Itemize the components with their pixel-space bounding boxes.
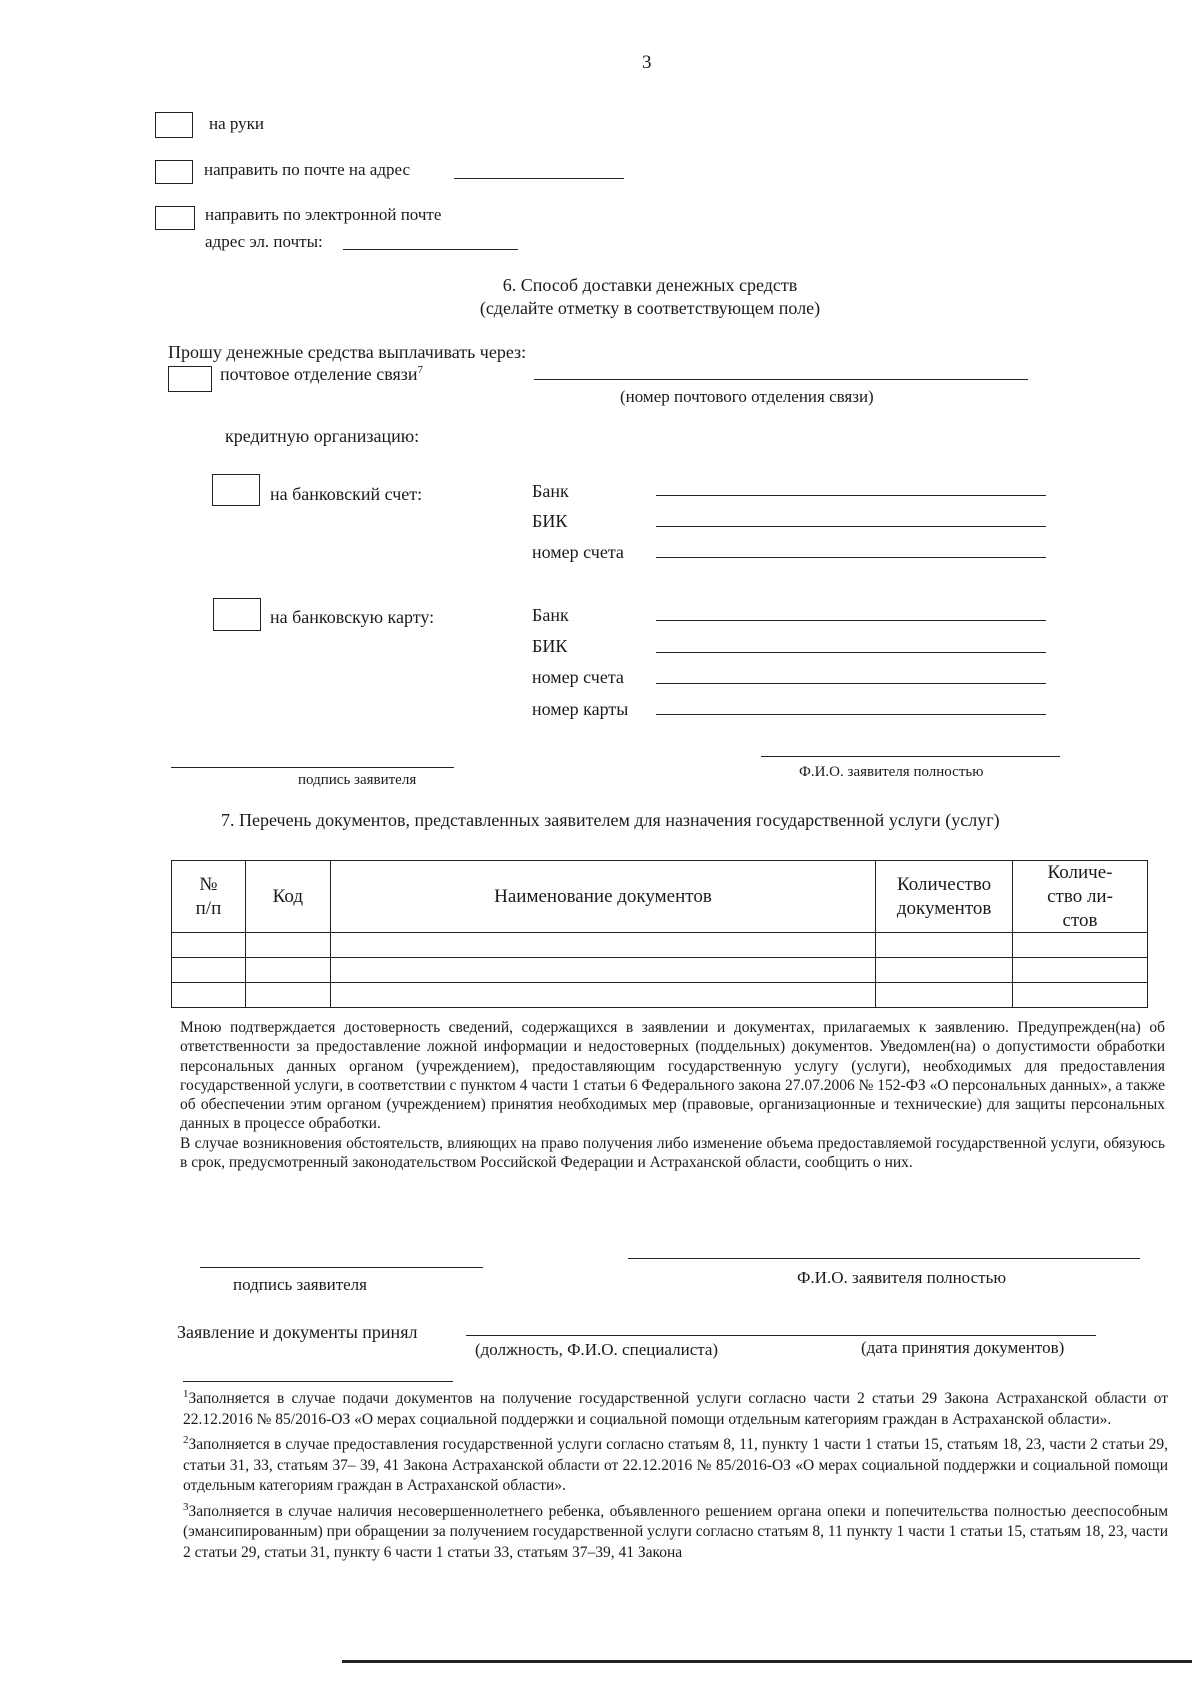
col-number-header: № п/п <box>172 861 246 933</box>
bank-card-number-field[interactable] <box>656 714 1046 715</box>
table-row[interactable] <box>172 958 1148 983</box>
post-delivery-label: направить по почте на адрес <box>204 160 411 179</box>
email-address-label: адрес эл. почты: <box>205 232 323 251</box>
email-delivery-label: направить по электронной почте <box>205 205 442 224</box>
bank-card-number-label: номер карты <box>532 699 629 719</box>
post-office-caption: (номер почтового отделения связи) <box>620 387 874 406</box>
email-address-field[interactable] <box>343 249 518 250</box>
email-delivery-checkbox[interactable] <box>155 206 195 230</box>
footnote-separator <box>183 1381 453 1382</box>
hand-delivery-label: на руки <box>209 114 265 133</box>
signature-line-2[interactable] <box>200 1267 483 1268</box>
bottom-rule <box>342 1660 1192 1663</box>
footnotes <box>183 1384 1168 1563</box>
col-name-header: Наименование документов <box>330 861 875 933</box>
footnote-2: $^2$Заполняется в случае предоставления государственной услуги согласно статьям 8, 11, пункту 1 части 1 статьи 15, статьям 18, 23, части 2 статьи 29, статьи 31, 33, статьям 37– 39, 41 Закона Астраханской области от 22.12.2016 № 85/2016-ОЗ «О мерах социальной поддержки и социальной помощи отдельным категориям граждан в Астраханской области». <box>183 1434 1168 1495</box>
section6-intro: Прошу денежные средства выплачивать через: <box>168 342 527 362</box>
fio-line[interactable] <box>761 756 1060 757</box>
footnote-3: $^3$Заполняется в случае наличия несовершеннолетнего ребенка, объявленного решением органа опеки и попечительства полностью дееспособным (эмансипированным) при обращении за получением государственной услуги согласно статьям 8, 11 пункту 1 части 1 статьи 15, статьям 18, 23, части 2 статьи 29, статьи 31, пункту 6 части 1 статьи 33, статьям 37–39, 41 Закона <box>183 1500 1168 1561</box>
table-cell[interactable] <box>330 983 875 1008</box>
bank-card-bank-field[interactable] <box>656 620 1046 621</box>
documents-table <box>171 860 1148 1008</box>
declaration-paragraph-2: В случае возникновения обстоятельств, влияющих на право получения либо изменение объема предоставляемой государственной услуги, обязуюсь в срок, предусмотренный законодательством Российской Федерации и Астраханской области, сообщить о них. <box>180 1134 1165 1172</box>
section6-subtitle: (сделайте отметку в соответствующем поле) <box>479 298 821 318</box>
table-cell[interactable] <box>245 933 330 958</box>
table-header-row <box>172 861 1148 933</box>
section6-title: 6. Способ доставки денежных средств <box>502 275 798 295</box>
bank-card-label: на банковскую карту: <box>270 607 435 627</box>
table-cell[interactable] <box>245 983 330 1008</box>
bank-card-bank-label: Банк <box>532 605 569 625</box>
date-caption: (дата принятия документов) <box>861 1338 1065 1357</box>
signature-label-2: подпись заявителя <box>233 1275 367 1294</box>
bank-card-bik-field[interactable] <box>656 652 1046 653</box>
bank-account-bik-label: БИК <box>532 511 568 531</box>
post-office-checkbox[interactable] <box>168 366 212 392</box>
table-cell[interactable] <box>876 958 1013 983</box>
hand-delivery-checkbox[interactable] <box>155 112 193 138</box>
footnote-1: $^1$Заполняется в случае подачи документов на получение государственной услуги согласно части 2 статьи 29 Закона Астраханской области от 22.12.2016 № 85/2016-ОЗ «О мерах социальной поддержки и социальной помощи отдельным категориям граждан в Астраханской области». <box>183 1388 1168 1428</box>
table-cell[interactable] <box>330 933 875 958</box>
fio-label: Ф.И.О. заявителя полностью <box>799 764 984 780</box>
table-row[interactable] <box>172 933 1148 958</box>
table-row[interactable] <box>172 983 1148 1008</box>
bank-account-bank-label: Банк <box>532 481 569 501</box>
table-cell[interactable] <box>172 933 246 958</box>
col-code-header: Код <box>245 861 330 933</box>
signature-line[interactable] <box>171 767 454 768</box>
bank-account-label: на банковский счет: <box>270 484 423 504</box>
bank-account-bank-field[interactable] <box>656 495 1046 496</box>
table-cell[interactable] <box>1013 958 1148 983</box>
post-office-label: почтовое отделение связи$^7$ <box>220 364 423 384</box>
post-address-field[interactable] <box>454 178 624 179</box>
bank-card-account-field[interactable] <box>656 683 1046 684</box>
bank-account-number-field[interactable] <box>656 557 1046 558</box>
fio-line-2[interactable] <box>628 1258 1140 1259</box>
col-quantity-header: Количество документов <box>876 861 1013 933</box>
credit-org-label: кредитную организацию: <box>225 426 420 446</box>
section7-title: 7. Перечень документов, представленных заявителем для назначения государственной услуги (услуг) <box>221 810 1000 830</box>
col-sheets-header: Количе- ство ли- стов <box>1013 861 1148 933</box>
accepted-field[interactable] <box>466 1335 1096 1336</box>
declaration-text <box>180 1018 1165 1172</box>
bank-account-checkbox[interactable] <box>212 474 260 506</box>
table-cell[interactable] <box>330 958 875 983</box>
post-office-number-field[interactable] <box>534 379 1028 380</box>
table-cell[interactable] <box>1013 933 1148 958</box>
bank-card-bik-label: БИК <box>532 636 568 656</box>
declaration-paragraph-1: Мною подтверждается достоверность сведений, содержащихся в заявлении и документах, прилагаемых к заявлению. Предупрежден(на) об ответственности за предоставление ложной информации и недостоверных (поддельных) документов. Уведомлен(на) о допустимости обработки персональных данных органом (учреждением), предоставляющим государственную услугу (услуги), необходимых для предоставления государственной услуги, в соответствии с пунктом 4 части 1 статьи 6 Федерального закона 27.07.2006 № 152-ФЗ «О персональных данных», а также об обеспечении этим органом (учреждением) принятия необходимых мер (правовые, организационные и технические) для защиты персональных данных в процессе обработки. <box>180 1019 1165 1133</box>
page-number: 3 <box>642 52 652 73</box>
fio-label-2: Ф.И.О. заявителя полностью <box>797 1268 1007 1287</box>
position-caption: (должность, Ф.И.О. специалиста) <box>475 1340 719 1359</box>
bank-card-account-label: номер счета <box>532 667 624 687</box>
bank-card-checkbox[interactable] <box>213 598 261 631</box>
table-cell[interactable] <box>876 933 1013 958</box>
post-delivery-checkbox[interactable] <box>155 160 193 184</box>
signature-label: подпись заявителя <box>298 772 417 788</box>
bank-account-bik-field[interactable] <box>656 526 1046 527</box>
table-cell[interactable] <box>876 983 1013 1008</box>
bank-account-number-label: номер счета <box>532 542 624 562</box>
table-cell[interactable] <box>172 958 246 983</box>
table-cell[interactable] <box>1013 983 1148 1008</box>
table-cell[interactable] <box>172 983 246 1008</box>
table-cell[interactable] <box>245 958 330 983</box>
accepted-label: Заявление и документы принял <box>177 1322 418 1342</box>
